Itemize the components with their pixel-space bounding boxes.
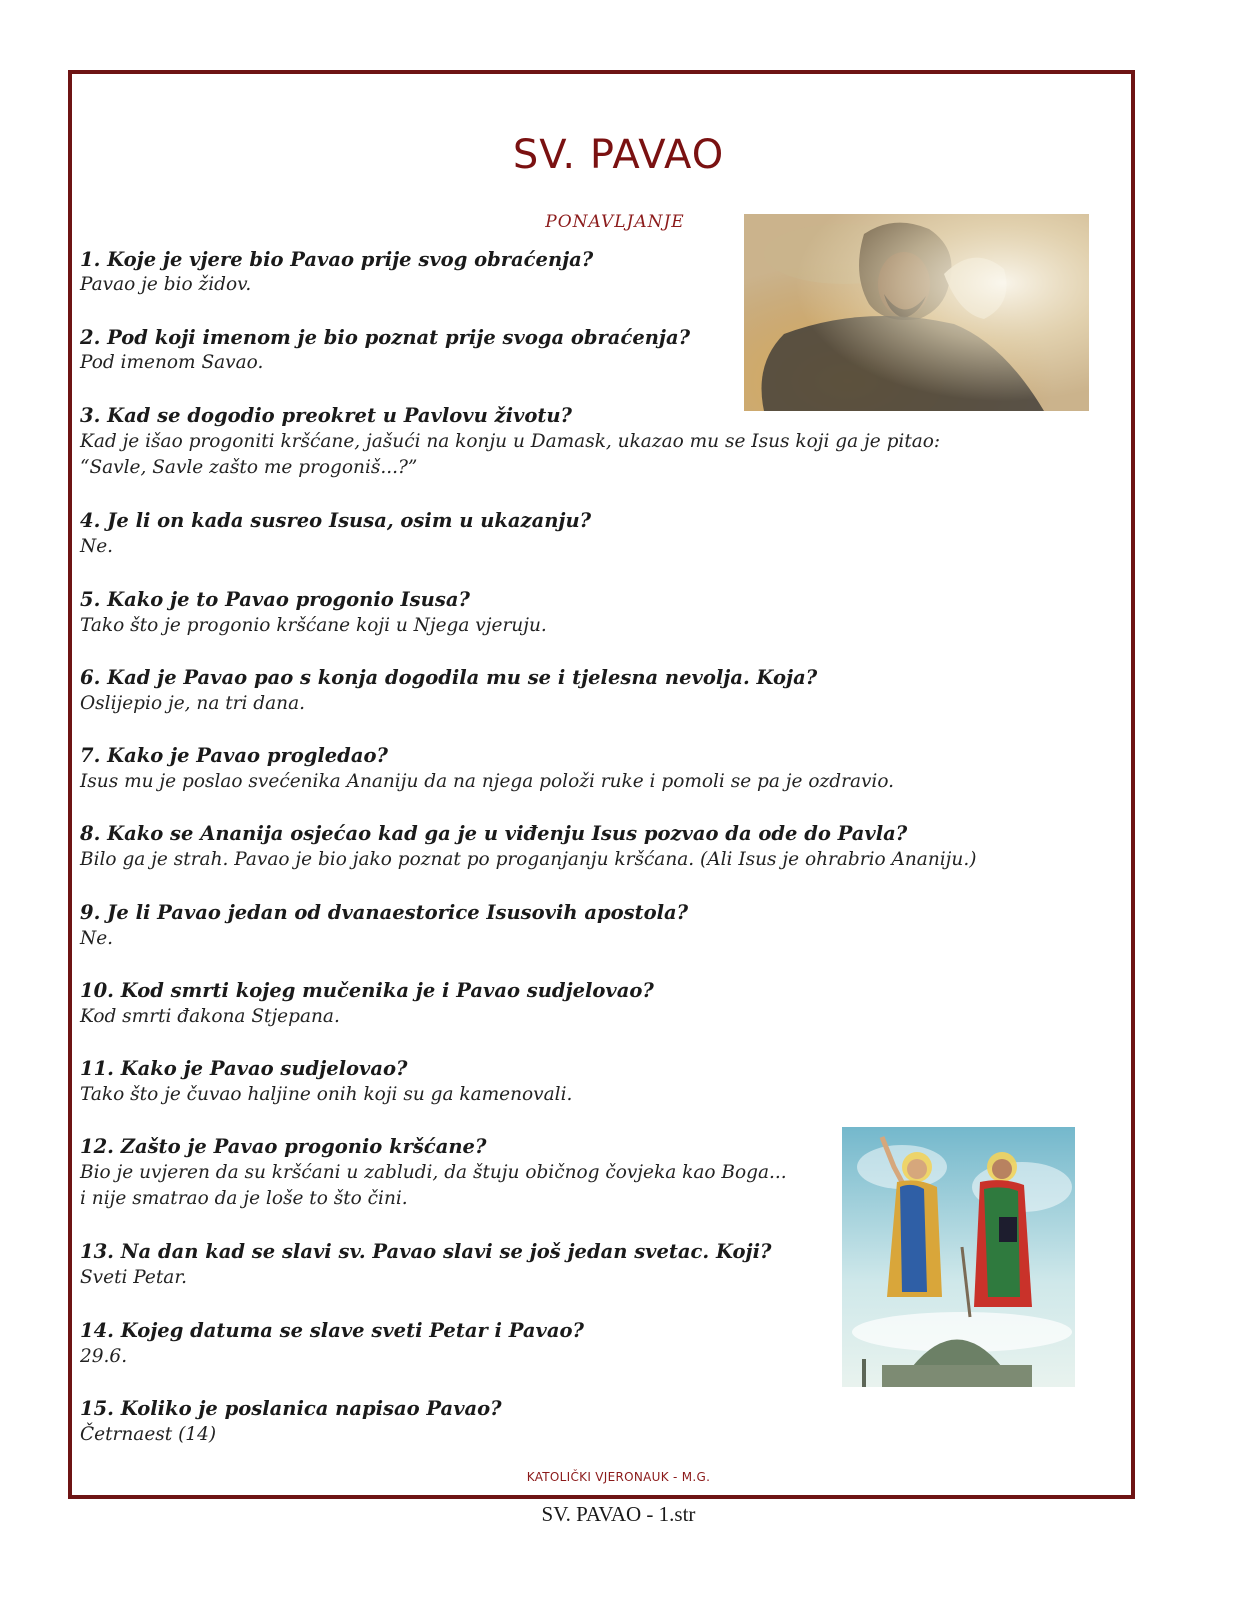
answer-14: 29.6. [80, 1346, 128, 1367]
question-8: 8. Kako se Ananija osjećao kad ga je u viđenju Isus pozvao da ode do Pavla? [80, 822, 908, 845]
answer-6: Oslijepio je, na tri dana. [80, 693, 305, 714]
answer-15: Četrnaest (14) [80, 1424, 217, 1445]
answer-5: Tako što je progonio kršćane koji u Njega vjeruju. [80, 615, 547, 636]
question-12: 12. Zašto je Pavao progonio kršćane? [80, 1135, 487, 1158]
page-subtitle: PONAVLJANJE [545, 212, 685, 232]
answer-13: Sveti Petar. [80, 1267, 188, 1288]
question-14: 14. Kojeg datuma se slave sveti Petar i Pavao? [80, 1319, 584, 1342]
answer-11: Tako što je čuvao haljine onih koji su ga kamenovali. [80, 1084, 573, 1105]
question-6: 6. Kad je Pavao pao s konja dogodila mu se i tjelesna nevolja. Koja? [80, 666, 818, 689]
question-5: 5. Kako je to Pavao progonio Isusa? [80, 588, 470, 611]
question-2: 2. Pod koji imenom je bio poznat prije svoga obraćenja? [80, 326, 691, 349]
question-11: 11. Kako je Pavao sudjelovao? [80, 1057, 408, 1080]
answer-10: Kod smrti đakona Stjepana. [80, 1006, 340, 1027]
question-10: 10. Kod smrti kojeg mučenika je i Pavao sudjelovao? [80, 979, 654, 1002]
answer-7: Isus mu je poslao svećenika Ananiju da na njega položi ruke i pomoli se pa je ozdravio. [80, 771, 895, 792]
page-title: SV. PAVAO [512, 132, 725, 178]
answer-4: Ne. [80, 536, 114, 557]
question-3: 3. Kad se dogodio preokret u Pavlovu životu? [80, 404, 572, 427]
footer-credit: KATOLIČKI VJERONAUK - M.G. [526, 1470, 711, 1484]
page-number: SV. PAVAO - 1.str [541, 1502, 696, 1526]
answer-8: Bilo ga je strah. Pavao je bio jako poznat po proganjanju kršćana. (Ali Isus je ohrabrio Ananiju.) [80, 849, 977, 870]
answer-3: Kad je išao progoniti kršćane, jašući na konju u Damask, ukazao mu se Isus koji ga je pitao: “Savle, Savle zašto me progoniš...?” [80, 431, 941, 478]
answer-12: Bio je uvjeren da su kršćani u zabludi, da štuju običnog čovjeka kao Boga... i nije smatrao da je loše to što čini. [80, 1162, 787, 1209]
answer-1: Pavao je bio židov. [80, 274, 252, 295]
question-9: 9. Je li Pavao jedan od dvanaestorice Isusovih apostola? [80, 901, 689, 924]
question-7: 7. Kako je Pavao progledao? [80, 744, 388, 767]
question-4: 4. Je li on kada susreo Isusa, osim u ukazanju? [80, 509, 592, 532]
answer-9: Ne. [80, 928, 114, 949]
question-15: 15. Koliko je poslanica napisao Pavao? [80, 1397, 502, 1420]
answer-2: Pod imenom Savao. [80, 352, 264, 373]
question-1: 1. Koje je vjere bio Pavao prije svog obraćenja? [80, 248, 594, 271]
question-13: 13. Na dan kad se slavi sv. Pavao slavi se još jedan svetac. Koji? [80, 1240, 772, 1263]
